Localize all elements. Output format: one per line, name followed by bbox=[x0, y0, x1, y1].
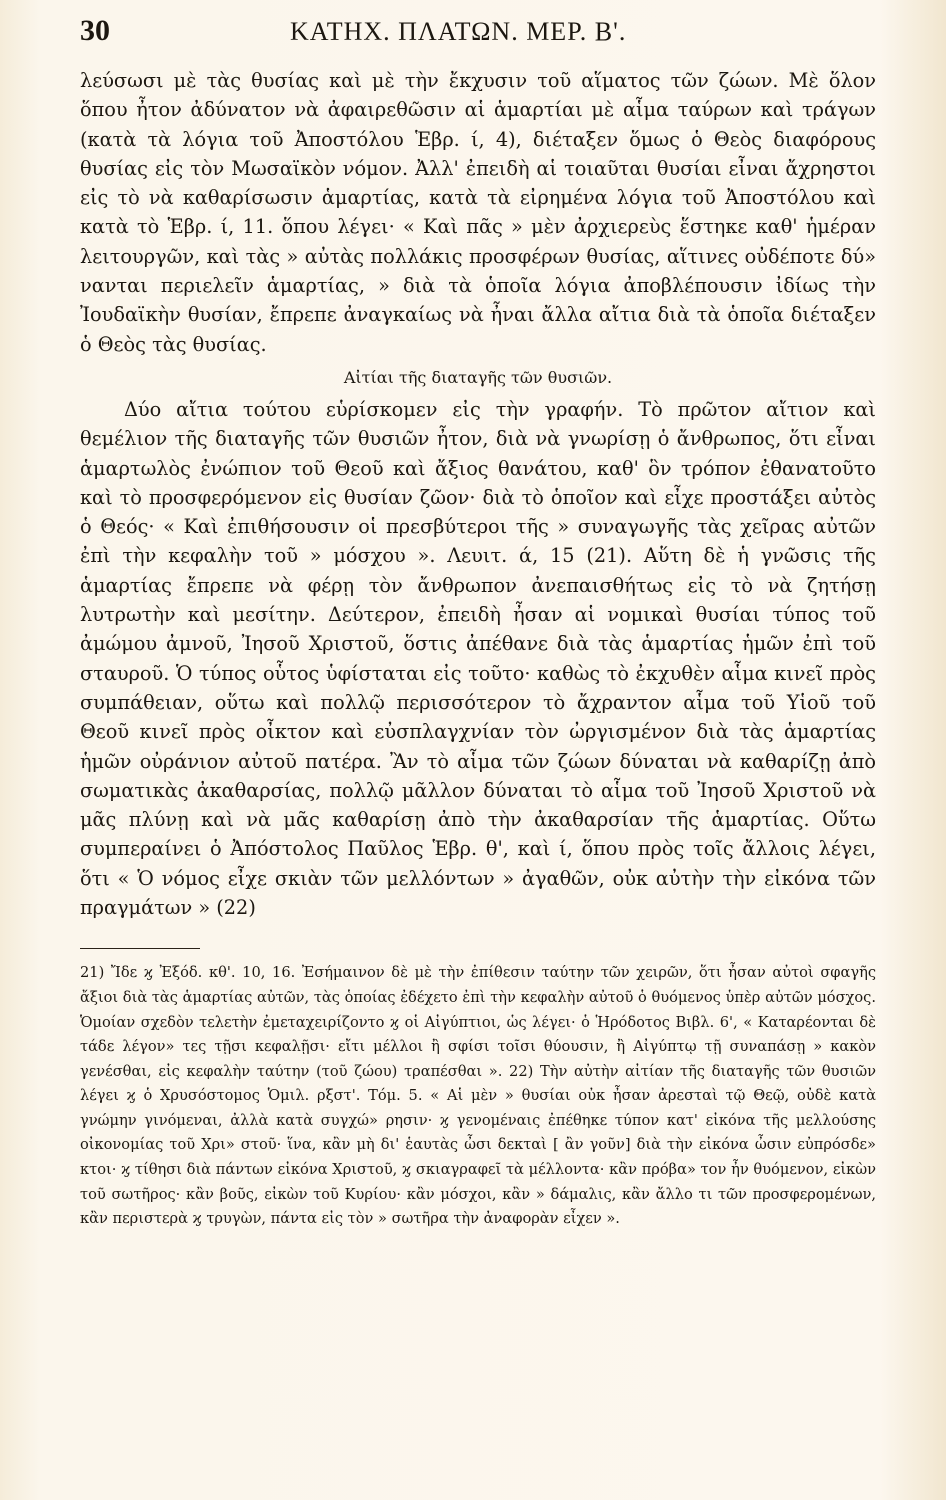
page-header bbox=[80, 14, 876, 62]
section-heading: Αἰτίαι τῆς διαταγῆς τῶν θυσιῶν. bbox=[343, 367, 613, 387]
running-head: ΚΑΤΗΧ. ΠΛΑΤΩΝ. ΜΕΡ. Β'. bbox=[290, 17, 627, 46]
footnote-text: 21) Ἴδε ϗ Ἐξόδ. κθ'. 10, 16. Ἐσήμαινον δὲ μὲ τὴν ἐπίθεσιν ταύτην τῶν χειρῶν, ὅτι ἦσαν αὐτοὶ σφαγῆς ἄξιοι διὰ τὰς ἁμαρτίας αὐτῶν, τὰς ὁποίας ἐδέχετο ἐπὶ τὴν κεφαλὴν αὐτοῦ ὁ θυόμενος ὑπὲρ αὐτῶν μόσχος. Ὁμοίαν σχεδὸν τελετὴν ἐμεταχειρίζοντο ϗ οἱ Αἰγύπτιοι, ὡς λέγει· ὁ Ἡρόδοτος Βιβλ. 6', « Καταρέονται δὲ τάδε λέγον» τες τῇσι κεφαλῇσι· εἴτι μέλλοι ἢ σφίσι τοῖσι θύουσιν, ἢ Αἰγύπτῳ τῇ συναπάσῃ » κακὸν γενέσθαι, εἰς κεφαλὴν ταύτην (τοῦ ζώου) τραπέσθαι ». 22) Τὴν αὐτὴν αἰτίαν τῆς διαταγῆς τῶν θυσιῶν λέγει ϗ ὁ Χρυσόστομος Ὁμιλ. ρξστ'. Τόμ. 5. « Αἱ μὲν » θυσίαι οὐκ ἦσαν ἀρεσταὶ τῷ Θεῷ, οὐδὲ κατὰ γνώμην γινόμεναι, ἀλλὰ κατὰ συγχώ» ρησιν· ϗ γενομέναις ἐπέθηκε τύπον κατ' εἰκόνα τῆς μελλούσης οἰκονομίας τοῦ Χρι» στοῦ· ἵνα, κἂν μὴ δι' ἑαυτὰς ὦσι δεκταὶ [ ἂν γοῦν] διὰ τὴν εἰκόνα ὦσιν εὐπρόσδε» κτοι· ϗ τίθησι διὰ πάντων εἰκόνα Χριστοῦ, ϗ σκιαγραφεῖ τὰ μέλλοντα· κἂν πρόβα» τον ἦν θυόμενον, εἰκὼν τοῦ σωτῆρος· κἂν βοῦς, εἰκὼν τοῦ Κυρίου· κἂν μόσχοι, κἂν » δάμαλις, κἂν ἄλλο τι τῶν προσφερομένων, κἂν περιστερὰ ϗ τρυγὼν, πάντα εἰς τὸν » σωτῆρα τὴν ἀναφορὰν εἶχεν ». bbox=[80, 964, 876, 1228]
body-text bbox=[80, 66, 876, 922]
footnote-divider bbox=[80, 948, 200, 949]
footnotes bbox=[80, 961, 876, 1232]
paragraph-1: λεύσωσι μὲ τὰς θυσίας καὶ μὲ τὴν ἔκχυσιν τοῦ αἵματος τῶν ζώων. Μὲ ὅλον ὅπου ἦτον ἀδύνατον νὰ ἀφαιρεθῶσιν αἱ ἁμαρτίαι μὲ αἷμα ταύρων καὶ τράγων (κατὰ τὰ λόγια τοῦ Ἀποστόλου Ἑβρ. ί, 4), διέταξεν ὅμως ὁ Θεὸς διαφόρους θυσίας εἰς τὸν Μωσαϊκὸν νόμον. Ἀλλ' ἐπειδὴ αἱ τοιαῦται θυσίαι εἶναι ἄχρηστοι εἰς τὸ νὰ καθαρίσωσιν ἁμαρτίας, κατὰ τὰ εἰρημένα λόγια τοῦ Ἀποστόλου καὶ κατὰ τὸ Ἑβρ. ί, 11. ὅπου λέγει· « Καὶ πᾶς » μὲν ἀρχιερεὺς ἕστηκε καθ' ἡμέραν λειτουργῶν, καὶ τὰς » αὐτὰς πολλάκις προσφέρων θυσίας, αἵτινες οὐδέποτε δύ» νανται περιελεῖν ἁμαρτίας, » διὰ τὰ ὁποῖα λόγια ἀποβλέπουσιν ἰδίως τὴν Ἰουδαϊκὴν θυσίαν, ἔπρεπε ἀναγκαίως νὰ ἦναι ἄλλα αἴτια διὰ τὰ ὁποῖα διέταξεν ὁ Θεὸς τὰς θυσίας. bbox=[80, 69, 876, 356]
page-number: 30 bbox=[80, 14, 110, 47]
paragraph-2: Δύο αἴτια τούτου εὑρίσκομεν εἰς τὴν γραφήν. Τὸ πρῶτον αἴτιον καὶ θεμέλιον τῆς διαταγῆς τῶν θυσιῶν ἦτον, διὰ νὰ γνωρίσῃ ὁ ἄνθρωπος, ὅτι εἶναι ἁμαρτωλὸς ἐνώπιον τοῦ Θεοῦ καὶ ἄξιος θανάτου, καθ' ὃν τρόπον ἐθανατοῦτο καὶ τὸ προσφερόμενον εἰς θυσίαν ζῶον· διὰ τὸ ὁποῖον καὶ εἶχε προστάξει αὐτὸς ὁ Θεός· « Καὶ ἐπιθήσουσιν οἱ πρεσβύτεροι τῆς » συναγωγῆς τὰς χεῖρας αὐτῶν ἐπὶ τὴν κεφαλὴν τοῦ » μόσχου ». Λευιτ. ά, 15 (21). Αὕτη δὲ ἡ γνῶσις τῆς ἁμαρτίας ἔπρεπε νὰ φέρῃ τὸν ἄνθρωπον ἀνεπαισθήτως εἰς τὸ νὰ ζητήσῃ λυτρωτὴν καὶ μεσίτην. Δεύτερον, ἐπειδὴ ἦσαν αἱ νομικαὶ θυσίαι τύπος τοῦ ἀμώμου ἀμνοῦ, Ἰησοῦ Χριστοῦ, ὅστις ἀπέθανε διὰ τὰς ἁμαρτίας ἡμῶν ἐπὶ τοῦ σταυροῦ. Ὁ τύπος οὗτος ὑφίσταται εἰς τοῦτο· καθὼς τὸ ἐκχυθὲν αἷμα κινεῖ πρὸς συμπάθειαν, οὕτω καὶ πολλῷ περισσότερον τὸ ἄχραντον αἷμα τοῦ Υἱοῦ τοῦ Θεοῦ κινεῖ πρὸς οἶκτον καὶ εὐσπλαγχνίαν τὸν ὠργισμένον διὰ τὰς ἁμαρτίας ἡμῶν οὐράνιον αὐτοῦ πατέρα. Ἂν τὸ αἷμα τῶν ζώων δύναται νὰ καθαρίζῃ ἀπὸ σωματικὰς ἀκαθαρσίας, πολλῷ μᾶλλον δύναται τὸ αἷμα τοῦ Ἰησοῦ Χριστοῦ νὰ μᾶς πλύνῃ καὶ νὰ μᾶς καθαρίσῃ ἀπὸ τὴν ἀκαθαρσίαν τῆς ἁμαρτίας. Οὕτω συμπεραίνει ὁ Ἀπόστολος Παῦλος Ἑβρ. θ', καὶ ί, ὅπου πρὸς τοῖς ἄλλοις λέγει, ὅτι « Ὁ νόμος εἶχε σκιὰν τῶν μελλόντων » ἀγαθῶν, οὐκ αὐτὴν τὴν εἰκόνα τῶν πραγμάτων » (22) bbox=[80, 397, 876, 920]
